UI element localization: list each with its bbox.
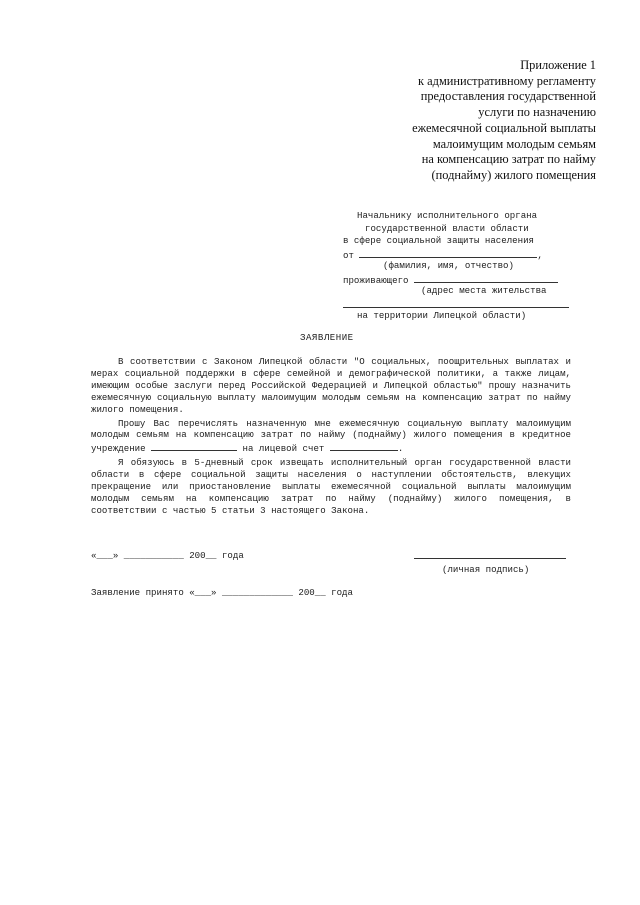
signature-caption: (личная подпись) bbox=[442, 564, 530, 575]
appendix-line-5: ежемесячной социальной выплаты bbox=[412, 120, 596, 135]
bank-field[interactable] bbox=[151, 441, 237, 451]
appendix-line-6: малоимущим молодым семьям bbox=[432, 136, 596, 151]
from-name-field[interactable] bbox=[359, 248, 537, 258]
territory-caption: на территории Липецкой области) bbox=[357, 310, 527, 321]
address-line-field[interactable] bbox=[343, 298, 569, 308]
from-label: от bbox=[343, 249, 354, 261]
appendix-header bbox=[412, 58, 596, 184]
addressee-block bbox=[343, 210, 573, 323]
addressee-line-1: Начальнику исполнительного органа bbox=[357, 210, 538, 221]
residing-row bbox=[343, 273, 573, 286]
appendix-line-8: (поднайму) жилого помещения bbox=[431, 167, 596, 182]
paragraph-obligation: Я обязуюсь в 5-дневный срок извещать исполнительный орган государственной власти области в сфере социальной защиты населения о наступлении обстоятельств, влекущих прекращение или приостановление выплаты ежемесячной социальной выплаты малоимущим молодым семьям на компенсацию затрат по найму (поднайму) жилого помещения, в соответствии с частью 5 статьи 3 настоящего Закона. bbox=[91, 457, 571, 516]
address-caption: (адрес места жительства bbox=[421, 285, 547, 296]
address-line-row bbox=[343, 298, 573, 311]
addressee-line-3: в сфере социальной защиты населения bbox=[343, 235, 534, 246]
paragraph-transfer bbox=[91, 418, 571, 456]
signature-row bbox=[91, 550, 571, 580]
from-row bbox=[343, 248, 573, 261]
from-caption: (фамилия, имя, отчество) bbox=[383, 260, 514, 271]
signature-field[interactable] bbox=[414, 558, 566, 559]
transfer-period: . bbox=[397, 443, 404, 455]
from-comma: , bbox=[537, 249, 543, 261]
appendix-line-2: к административному регламенту bbox=[418, 73, 596, 88]
account-label: на лицевой счет bbox=[242, 443, 325, 455]
appendix-line-4: услуги по назначению bbox=[478, 105, 596, 120]
statement-body bbox=[91, 356, 571, 519]
paragraph-transfer-text: Прошу Вас перечислять назначенную мне ежемесячную социальную выплату малоимущим молодым семьям на компенсацию затрат по найму (поднайму) жилого помещения в кредитное учреждение bbox=[91, 417, 571, 455]
document-title: ЗАЯВЛЕНИЕ bbox=[300, 332, 354, 343]
residing-label: проживающего bbox=[343, 274, 409, 286]
account-field[interactable] bbox=[330, 441, 398, 451]
appendix-line-1: Приложение 1 bbox=[520, 58, 596, 72]
appendix-line-3: предоставления государственной bbox=[420, 89, 596, 104]
addressee-line-2: государственной власти области bbox=[365, 222, 529, 234]
residing-address-field[interactable] bbox=[414, 273, 558, 283]
accepted-line: Заявление принято «___» _____________ 200__ года bbox=[91, 587, 353, 598]
appendix-line-7: на компенсацию затрат по найму bbox=[421, 152, 596, 167]
paragraph-request: В соответствии с Законом Липецкой области "О социальных, поощрительных выплатах и мерах социальной поддержки в сфере семейной и демографической политики, а также лицам, имеющим особые заслуги перед Российской Федерацией и Липецкой областью" прошу назначить ежемесячную социальную выплату малоимущим молодым семьям на компенсацию затрат по найму жилого помещения. bbox=[91, 356, 571, 415]
signature-date: «___» ___________ 200__ года bbox=[91, 550, 244, 561]
